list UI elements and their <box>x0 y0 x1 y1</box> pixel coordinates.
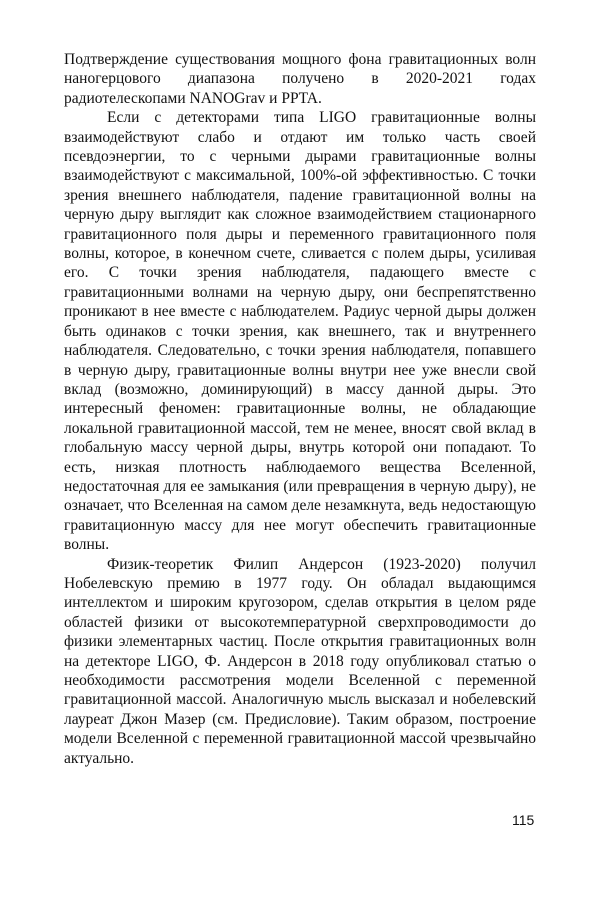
page-number: 115 <box>512 812 535 828</box>
page-body <box>64 50 536 768</box>
paragraph-nanograv: Подтверждение существования мощного фона гравитационных волн наногерцового диапазона получено в 2020-2021 годах радиотелескопами NANOGrav и PPTA. <box>64 51 536 107</box>
paragraph-black-holes: Если с детекторами типа LIGO гравитационные волны взаимодействуют слабо и отдают им только часть своей псевдоэнергии, то с черными дырами гравитационные волны взаимодействуют с максимальной, 100%-ой эффективностью. С точки зрения внешнего наблюдателя, падение гравитационной волны на черную дыру выглядит как сложное взаимодействием стационарного гравитационного поля дыры и переменного гравитационного поля волны, которое, в конечном счете, сливается с полем дыры, усиливая его. С точки зрения наблюдателя, падающего вместе с гравитационными волнами на черную дыру, они беспрепятственно проникают в нее вместе с наблюдателем. Радиус черной дыры должен быть одинаков с точки зрения, как внешнего, так и внутреннего наблюдателя. Следовательно, с точки зрения наблюдателя, попавшего в черную дыру, гравитационные волны внутри нее уже внесли свой вклад (возможно, доминирующий) в массу данной дыры. Это интересный феномен: гравитационные волны, не обладающие локальной гравитационной массой, тем не менее, вносят свой вклад в глобальную массу черной дыры, внутрь которой они попадают. То есть, низкая плотность наблюдаемого вещества Вселенной, недостаточная для ее замыкания (или превращения в черную дыру), не означает, что Вселенная на самом деле незамкнута, ведь недостающую гравитационную массу для нее могут обеспечить гравитационные волны. <box>64 109 536 554</box>
paragraph-anderson: Физик-теоретик Филип Андерсон (1923-2020) получил Нобелевскую премию в 1977 году. Он обладал выдающимся интеллектом и широким кругозором, сделав открытия в целом ряде областей физики от высокотемпературной сверхпроводимости до физики элементарных частиц. После открытия гравитационных волн на детекторе LIGO, Ф. Андерсон в 2018 году опубликовал статью о необходимости рассмотрения модели Вселенной с переменной гравитационной массой. Аналогичную мысль высказал и нобелевский лауреат Джон Мазер (см. Предисловие). Таким образом, построение модели Вселенной с переменной гравитационной массой чрезвычайно актуально. <box>64 555 536 767</box>
